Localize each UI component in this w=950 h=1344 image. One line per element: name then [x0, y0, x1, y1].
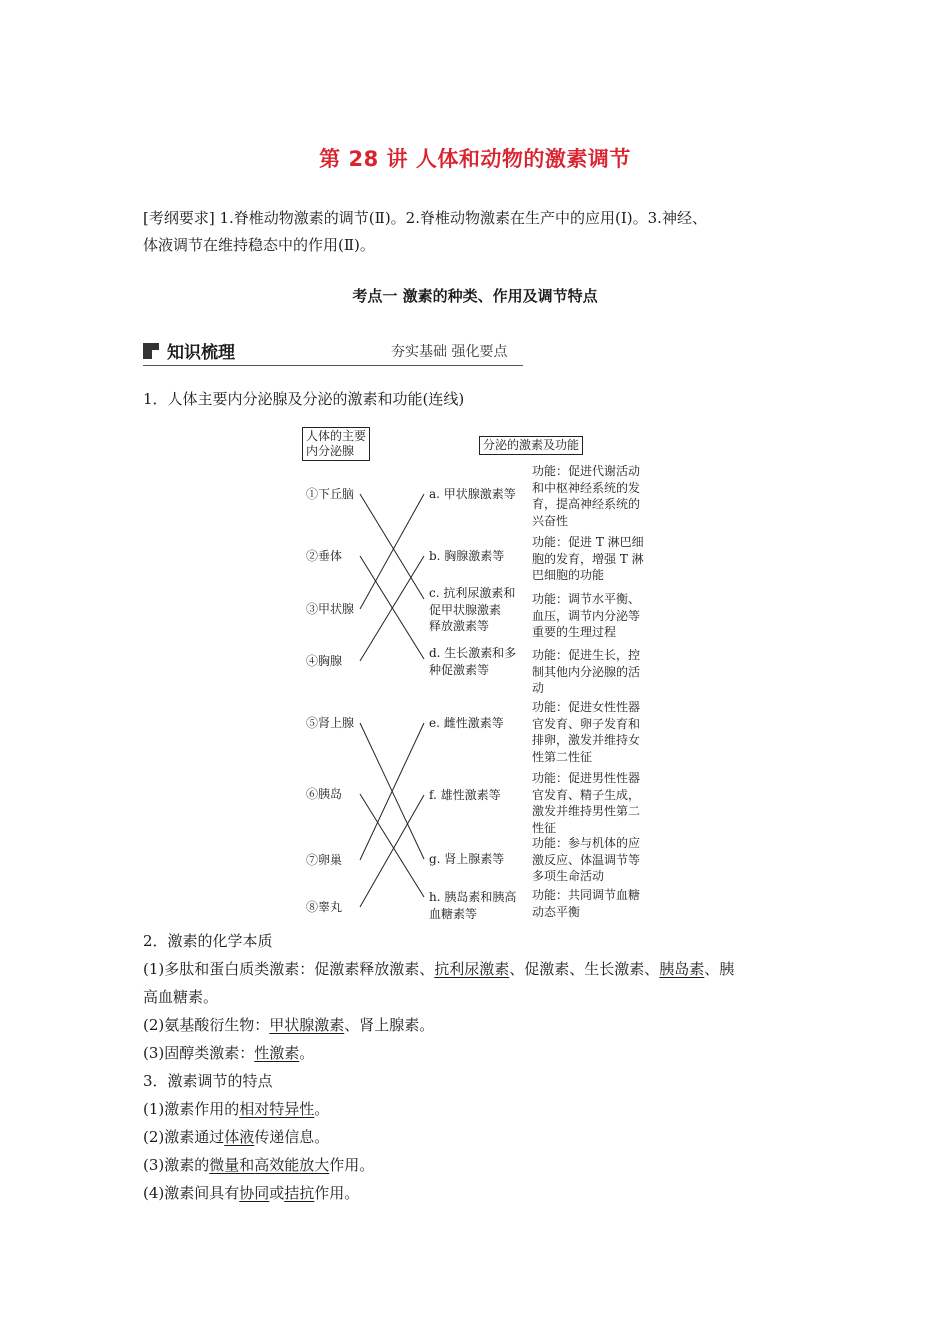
function-description: [532, 534, 644, 584]
gland-label: ②垂体: [306, 549, 343, 563]
q3-l4-text-b: 作用。: [314, 1184, 360, 1202]
q2-l1-text-c: 、胰: [704, 960, 735, 978]
gland-label: ⑧睾丸: [306, 900, 343, 914]
hormone-label: [429, 585, 515, 635]
function-description-line: 功能：调节水平衡、: [532, 592, 641, 606]
hormone-label-line: f. 雄性激素等: [429, 788, 501, 802]
banner-divider: [143, 365, 523, 366]
q3-l1-text-b: 。: [314, 1100, 330, 1118]
gland-header-line-1: 人体的主要: [306, 429, 367, 443]
function-description-line: 功能：促进男性性器: [532, 771, 641, 785]
function-description-line: 功能：参与机体的应: [532, 836, 641, 850]
q3-l2-text-b: 传递信息。: [254, 1128, 330, 1146]
q2-l2-text-a: (2)氨基酸衍生物：: [143, 1016, 270, 1034]
q2-answer-sex-hormone: 性激素: [254, 1044, 300, 1062]
question-3-line-2: [143, 1124, 823, 1151]
q3-l3-text-a: (3)激素的: [143, 1156, 210, 1174]
q3-l1-text-a: (1)激素作用的: [143, 1100, 240, 1118]
question-1: 1．人体主要内分泌腺及分泌的激素和功能(连线): [143, 390, 465, 408]
function-description-line: 官发育、精子生成，: [532, 787, 641, 802]
function-description-line: 功能：促进女性性器: [532, 700, 641, 714]
hormone-label: [429, 889, 516, 922]
hormone-label: [429, 851, 504, 868]
requirements-line-1: [考纲要求] 1.脊椎动物激素的调节(Ⅱ)。2.脊椎动物激素在生产中的应用(Ⅰ)。3.神经、: [143, 209, 707, 227]
question-2-line-1: [143, 956, 823, 983]
hormone-label: [429, 548, 504, 565]
hormone-label-line: e. 雌性激素等: [429, 716, 504, 730]
hormone-label-line: d. 生长激素和多: [429, 646, 517, 660]
hormone-label-line: c. 抗利尿激素和: [429, 586, 516, 600]
gland-label: ⑤肾上腺: [306, 716, 355, 730]
function-description-line: 动: [532, 681, 545, 695]
function-description-line: 功能：共同调节血糖: [532, 888, 641, 902]
function-description-line: 功能：促进 T 淋巴细: [532, 535, 644, 549]
hormone-label-line: b. 胸腺激素等: [429, 549, 505, 563]
function-description-line: 巴细胞的功能: [532, 568, 605, 582]
function-description-line: 血压，调节内分泌等: [532, 608, 641, 623]
function-description-line: 胞的发育，增强 T 淋: [532, 551, 644, 566]
q2-l1-text-a: (1)多肽和蛋白质类激素：促激素释放激素、: [143, 960, 435, 978]
function-description-line: 重要的生理过程: [532, 625, 617, 639]
gland-label: ④胸腺: [306, 654, 343, 668]
function-description-line: 制其他内分泌腺的活: [532, 664, 641, 679]
q3-answer-body-fluid: 体液: [224, 1128, 255, 1146]
function-description-line: 和中枢神经系统的发: [532, 480, 641, 495]
function-description-line: 激发并维持男性第二: [532, 804, 641, 818]
hormone-header-box: 分泌的激素及功能: [479, 436, 583, 455]
q3-l4-text-or: 或: [269, 1184, 285, 1202]
question-3-head: 3．激素调节的特点: [143, 1072, 273, 1090]
q3-answer-specificity: 相对特异性: [239, 1100, 315, 1118]
hormone-label-line: 血糖素等: [429, 906, 478, 921]
hormone-label-line: g. 肾上腺素等: [429, 852, 505, 866]
hormone-label: [429, 486, 516, 503]
question-3-line-4: [143, 1180, 823, 1207]
gland-hormone-matching-diagram: [296, 425, 656, 925]
q2-l1-text-b: 、促激素、生长激素、: [509, 960, 660, 978]
q3-l2-text-a: (2)激素通过: [143, 1128, 225, 1146]
hormone-label-line: h. 胰岛素和胰高: [429, 890, 517, 904]
gland-label: ③甲状腺: [306, 602, 355, 616]
function-description: [532, 647, 640, 697]
function-description-line: 动态平衡: [532, 904, 581, 919]
q3-l4-text-a: (4)激素间具有: [143, 1184, 240, 1202]
q3-l3-text-b: 作用。: [329, 1156, 375, 1174]
function-description-line: 多项生命活动: [532, 869, 605, 883]
function-description-line: 功能：促进生长，控: [532, 648, 641, 662]
hormone-label-line: 释放激素等: [429, 619, 490, 633]
hormone-label: [429, 715, 504, 732]
function-description: [532, 887, 640, 920]
question-2-head: 2．激素的化学本质: [143, 932, 273, 950]
gland-label: ①下丘脑: [306, 487, 355, 501]
q3-answer-antagonism: 拮抗: [284, 1184, 315, 1202]
banner-title: 知识梳理: [167, 343, 235, 363]
knowledge-banner: [143, 338, 523, 370]
function-description-line: 兴奋性: [532, 513, 569, 528]
function-description: [532, 770, 640, 836]
hormone-label-line: 种促激素等: [429, 662, 490, 677]
question-3-line-1: [143, 1096, 823, 1123]
requirements-line-2: 体液调节在维持稳态中的作用(Ⅱ)。: [143, 236, 375, 254]
matching-line: [360, 795, 424, 907]
function-description: [532, 463, 640, 529]
page-title: 第 28 讲 人体和动物的激素调节: [319, 147, 631, 171]
hormone-label-line: a. 甲状腺激素等: [429, 487, 516, 501]
banner-subtitle: 夯实基础 强化要点: [391, 344, 508, 360]
function-description-line: 官发育、卵子发育和: [532, 716, 641, 731]
hormone-label-line: 促甲状腺激素: [429, 602, 502, 617]
section-title: 考点一 激素的种类、作用及调节特点: [352, 287, 598, 305]
question-3-line-3: [143, 1152, 823, 1179]
matching-line: [360, 794, 424, 897]
question-2-line-3: [143, 1040, 823, 1067]
hormone-label: [429, 787, 501, 804]
q3-answer-synergy: 协同: [239, 1184, 270, 1202]
function-description: [532, 835, 640, 885]
exam-requirements: [143, 205, 823, 259]
function-description-line: 育，提高神经系统的: [532, 497, 641, 511]
q3-answer-trace: 微量和: [209, 1156, 255, 1174]
function-description: [532, 591, 640, 641]
q2-l3-text-a: (3)固醇类激素：: [143, 1044, 255, 1062]
matching-line: [360, 494, 424, 609]
function-description-line: 排卵，激发并维持女: [532, 733, 641, 747]
function-description-line: 功能：促进代谢活动: [532, 464, 641, 478]
question-2-line-1-cont: 高血糖素。: [143, 988, 219, 1006]
gland-label: ⑦卵巢: [306, 853, 343, 867]
q2-l3-text-b: 。: [299, 1044, 315, 1062]
function-description: [532, 699, 640, 765]
matching-line: [360, 494, 424, 599]
q3-answer-amplification: 高效能放大: [254, 1156, 330, 1174]
q2-l2-text-b: 、肾上腺素。: [344, 1016, 435, 1034]
q2-answer-thyroxine: 甲状腺激素: [269, 1016, 345, 1034]
hormone-label: [429, 645, 516, 678]
question-2-line-2: [143, 1012, 823, 1039]
q2-answer-antidiuretic: 抗利尿激素: [434, 960, 510, 978]
q2-answer-insulin: 胰岛素: [659, 960, 705, 978]
function-description-line: 性征: [532, 820, 557, 835]
square-icon-notch: [152, 350, 159, 359]
function-description-line: 激反应、体温调节等: [532, 852, 641, 867]
gland-header-line-2: 内分泌腺: [306, 444, 355, 458]
function-description-line: 性第二性征: [532, 749, 593, 764]
gland-label: ⑥胰岛: [306, 787, 343, 801]
